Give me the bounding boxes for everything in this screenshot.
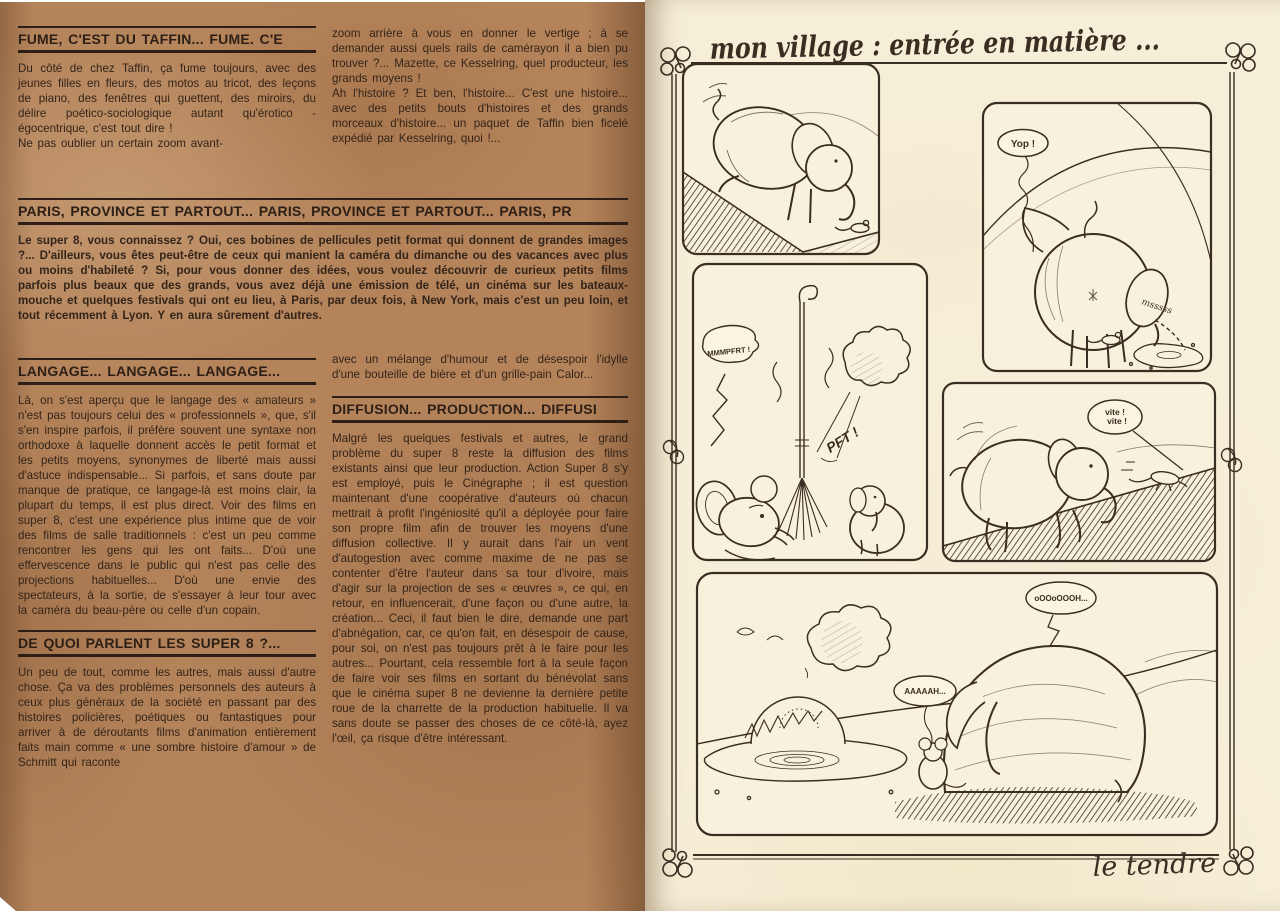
panel-1 [683, 64, 885, 254]
paragraph: avec un mélange d'humour et de désespoir l'idylle d'une bouteille de bière et d'un grille-pain Calor... [332, 353, 628, 381]
bubble-text: AAAAAH... [904, 687, 946, 696]
section-paris [18, 198, 628, 323]
column2-bottom [332, 352, 628, 746]
section-fume [18, 26, 316, 151]
section-heading-de-quoi: DE QUOI PARLENT LES SUPER 8 ?... [18, 630, 316, 657]
paragraph: Ah l'histoire ? Et ben, l'histoire... C'est une histoire... avec des petits bouts d'histoires et des grands morceaux d'histoire... un paquet de Taffin bien ficelé expédié par Kesselring, quoi !... [332, 87, 628, 145]
speech-bubble-yop [998, 130, 1048, 157]
column1-bottom [18, 358, 316, 770]
paragraph: Le super 8, vous connaissez ? Oui, ces bobines de pellicules petit format qui donnent de grandes images ?... D'ailleurs, vous êtes peut-être de ceux qui manient la caméra du dimanche ou des vacances avec plus ou moins d'habileté ? Si, pour vous donner des idées, vous voulez découvrir de curieux petits films parfois plus beaux que des grands, vous avez déjà une émission de télé, un cinéma sur les bateaux-mouche et quelques festivals qui ont eu lieu, à Paris, par deux fois, à New York, mais c'est un peu loin, et tout récemment à Lyon. Y en aura sûrement d'autres. [18, 234, 628, 322]
bubble-text: MMMPFRT ! [706, 344, 751, 359]
paragraph: Du côté de chez Taffin, ça fume toujours, avec des jeunes filles en fleurs, des motos au tricot, des leçons de piano, des fenêtres qui guettent, des miroirs, du délire poético-sociologique autant qu'érotico - égocentrique, c'est tout dire ! [18, 62, 316, 135]
section-heading-paris: PARIS, PROVINCE ET PARTOUT... PARIS, PROVINCE ET PARTOUT... PARIS, PR [18, 198, 628, 225]
right-page-comic [645, 0, 1280, 911]
panel-5 [697, 573, 1217, 835]
speech-bubble-oooh [1026, 582, 1096, 614]
sfx-pft: PFT ! [823, 423, 862, 456]
paragraph: zoom arrière à vous en donner le vertige ; à se demander aussi quels rails de camérayon il a bien pu trouver ?... Mazette, ce Kesselring, quel producteur, les grands moyens ! [332, 27, 628, 85]
section-heading-langage: LANGAGE... LANGAGE... LANGAGE... [18, 358, 316, 385]
comic-title: mon village : entrée en matière ... [709, 20, 1261, 66]
speech-bubble-vite [1088, 400, 1142, 434]
comic-artwork [645, 0, 1280, 911]
section-heading-diffusion: DIFFUSION... PRODUCTION... DIFFUSI [332, 396, 628, 423]
section-de-quoi [18, 630, 316, 770]
scan-corner-artifact [0, 897, 16, 911]
speech-bubble-mmmpfrt [703, 326, 759, 363]
panel-2 [983, 103, 1211, 371]
sfx-msssss: msssss [1140, 297, 1174, 317]
bubble-text-line2: vite ! [1107, 416, 1127, 426]
paragraph: Ne pas oublier un certain zoom avant- [18, 137, 223, 150]
bubble-text: oOOoOOOH... [1034, 594, 1088, 603]
panel-3 [691, 264, 927, 560]
paragraph: Malgré les quelques festivals et autres, le grand problème du super 8 reste la diffusion des films existants ainsi que leur production. Action Super 8 s'y est employé, puis le Cinégraphe ; il est question maintenant d'une coopérative d'auteurs où chacun mettrait à profit l'ingéniosité qu'il a déployée pour faire son propre film afin de trouver les moyens d'une diffusion collective. Il y aurait dans l'air un vent d'autogestion avec comme maxime de ne pas se contenter d'être l'auteur dans sa tour d'ivoire, mais d'agir sur la projection de ses « œuvres », ce qui, en retour, en influencerait, d'une façon ou d'une autre, la création... Ceci, il faut bien le dire, demande une part d'abnégation, car, ce qu'on fait, en désespoir de cause, pour soi, on n'est pas toujours prêt à le faire pour les autres... Pourtant, cela ressemble fort à la seule façon de faire voir ses films en sortant du bénévolat sans que le cinéma super 8 ne devienne la dernière petite roue de la charrette de la production habituelle. Il va sans doute se passer des choses de ce côté-là, ayez l'œil, ça risque d'être intéressant. [332, 432, 628, 745]
panel-4 [943, 383, 1215, 561]
section-diffusion [332, 396, 628, 746]
paragraph: Là, on s'est aperçu que le langage des « amateurs » n'est pas toujours celui des « professionnels », que, s'il s'en inspire parfois, il préfère souvent une syntaxe non orthodoxe à laquelle donnent accès le petit format et les petits moyens, synonymes de liberté mais aussi d'astuce indispensable... Si parfois, et sans doute par manque de pratique, ce langage-là est moins clair, la plupart du temps, il est plus direct. Voir des films en super 8, c'est une expérience plus intime que de voir des films de salle traditionnels : c'est un peu comme rencontrer les gens qui les ont faits... D'où une effervescence dans le public qui n'est pas celle des projections habituelles... D'où une envie des spectateurs, à la sortie, de s'essayer à leur tour avec la caméra du beau-père ou celle d'un copain. [18, 394, 316, 617]
section-langage [18, 358, 316, 618]
paragraph: Un peu de tout, comme les autres, mais aussi d'autre chose. Ça va des problèmes personnels des auteurs à ceux plus généraux de la société en passant par des histoires policières, poétiques ou fantastiques pour arriver à de déroutants films d'animation entièrement faits main comme « une sombre histoire d'amour » de Schmitt qui raconte [18, 666, 316, 769]
left-page [0, 2, 645, 911]
speech-bubble-aaaah [894, 676, 956, 706]
column2-top [332, 26, 628, 146]
bubble-text-line1: vite ! [1105, 407, 1125, 417]
section-heading-fume: FUME, C'EST DU TAFFIN... FUME. C'E [18, 26, 316, 53]
bubble-text: Yop ! [1010, 139, 1036, 150]
artist-signature: le tendre [1092, 847, 1217, 883]
